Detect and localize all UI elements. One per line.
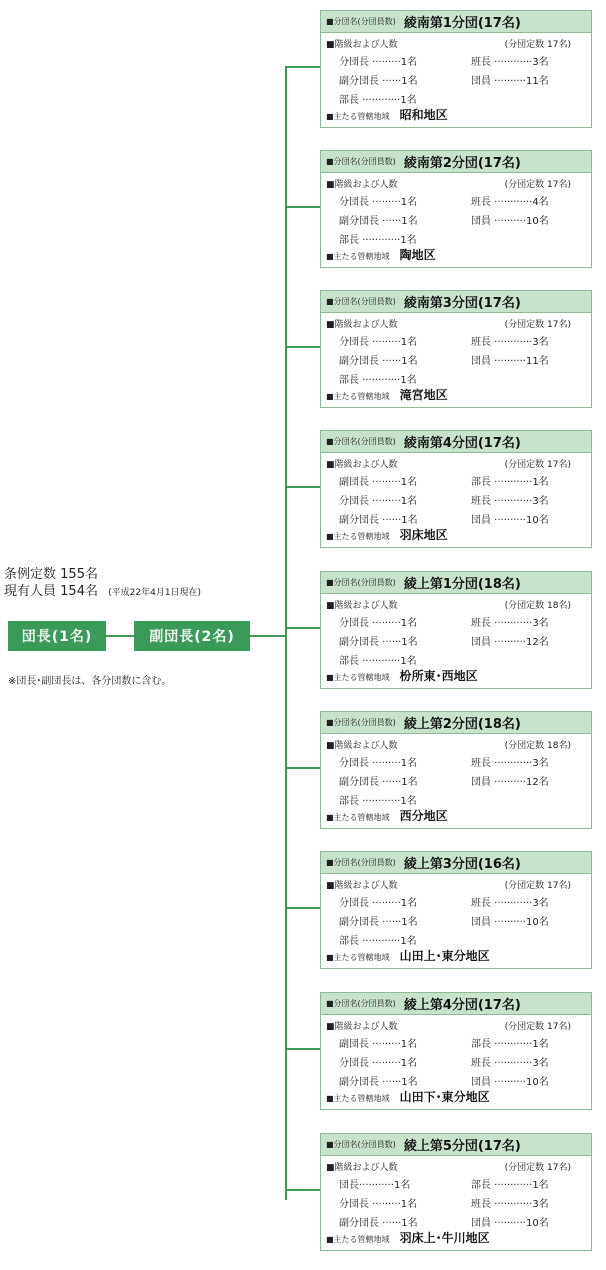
branch-name: 綾南第2分団(17名) [403, 156, 521, 171]
quota-row [4, 566, 274, 583]
branch-name: 綾上第2分団(18名) [403, 717, 521, 732]
area-value: 山田下･東分地区 [399, 1090, 490, 1104]
area-label: ■主たる管轄地域 [326, 252, 390, 261]
rank-entry-right: 団員 ··········11名 [471, 76, 549, 87]
branch-name: 綾上第3分団(16名) [403, 857, 521, 872]
rank-entry-right: 班長 ············3名 [471, 496, 549, 507]
branch-header [321, 993, 591, 1015]
area-value: 羽床地区 [399, 528, 448, 542]
branch-card [320, 10, 592, 128]
rank-entry-left: 分団長 ·········1名 [339, 618, 418, 629]
branch-card [320, 851, 592, 969]
branch-header [321, 291, 591, 313]
branch-card [320, 150, 592, 268]
as-of-date: (平成22年4月1日現在) [108, 588, 202, 598]
rank-entry-left: 副分団長 ······1名 [339, 515, 418, 526]
rank-entry-left: 分団長 ·········1名 [339, 758, 418, 769]
rank-entry-left: 副分団長 ······1名 [339, 777, 418, 788]
branch-card [320, 430, 592, 548]
area-label: ■主たる管轄地域 [326, 1235, 390, 1244]
rank-entry-right: 部長 ············1名 [471, 477, 549, 488]
branch-stub-line [285, 627, 320, 629]
chief-box: 団長(1名) [8, 621, 106, 651]
rank-entry-left: 副団長 ·········1名 [339, 1039, 418, 1050]
ranks-label: ■階級および人数 [326, 320, 398, 330]
branch-header [321, 1134, 591, 1156]
area-label: ■主たる管轄地域 [326, 112, 390, 121]
area-label: ■主たる管轄地域 [326, 813, 390, 822]
branch-body [321, 1015, 591, 1109]
branch-label: ■分団名(分団員数) [326, 999, 396, 1008]
area-row [326, 1088, 490, 1105]
rank-entry-right: 部長 ············1名 [471, 1039, 549, 1050]
area-row [326, 246, 436, 263]
chief-to-vice-line [106, 635, 134, 637]
rank-entry-left: 分団長 ·········1名 [339, 1058, 418, 1069]
branch-name: 綾南第1分団(17名) [403, 16, 521, 31]
area-value: 陶地区 [399, 248, 436, 262]
rank-entry-left: 副分団長 ······1名 [339, 76, 418, 87]
area-row [326, 1229, 490, 1246]
area-label: ■主たる管轄地域 [326, 1094, 390, 1103]
branch-stub-line [285, 1189, 320, 1191]
branch-name: 綾上第4分団(17名) [403, 998, 521, 1013]
branch-name: 綾上第5分団(17名) [403, 1139, 521, 1154]
rank-entry-left: 部長 ············1名 [339, 796, 417, 807]
branch-name: 綾上第1分団(18名) [403, 577, 521, 592]
branch-stub-line [285, 1048, 320, 1050]
rank-entry-right: 団員 ··········10名 [471, 1218, 549, 1229]
branch-quota: (分団定数 17名) [504, 320, 571, 330]
branch-name: 綾南第3分団(17名) [403, 296, 521, 311]
rank-entry-right: 班長 ············3名 [471, 1199, 549, 1210]
tree-trunk-line [285, 66, 287, 1200]
branch-body [321, 453, 591, 547]
branch-stub-line [285, 66, 320, 68]
rank-entry-right: 班長 ············3名 [471, 1058, 549, 1069]
branch-card [320, 992, 592, 1110]
rank-entry-left: 部長 ············1名 [339, 936, 417, 947]
branch-body [321, 874, 591, 968]
area-row [326, 807, 448, 824]
rank-entry-right: 班長 ············4名 [471, 197, 549, 208]
branch-quota: (分団定数 17名) [504, 1022, 571, 1032]
branch-stub-line [285, 346, 320, 348]
current-row [4, 583, 274, 602]
rank-entry-right: 団員 ··········10名 [471, 1077, 549, 1088]
branch-header [321, 11, 591, 33]
rank-entry-left: 副分団長 ······1名 [339, 917, 418, 928]
area-row [326, 526, 448, 543]
quota-label: 条例定数 [4, 567, 57, 582]
branch-label: ■分団名(分団員数) [326, 1140, 396, 1149]
branch-header [321, 151, 591, 173]
rank-entry-right: 団員 ··········10名 [471, 216, 549, 227]
branch-header [321, 431, 591, 453]
area-label: ■主たる管轄地域 [326, 392, 390, 401]
area-value: 山田上･東分地区 [399, 949, 490, 963]
area-label: ■主たる管轄地域 [326, 953, 390, 962]
branch-header [321, 572, 591, 594]
branch-label: ■分団名(分団員数) [326, 578, 396, 587]
branch-quota: (分団定数 17名) [504, 40, 571, 50]
ranks-label: ■階級および人数 [326, 460, 398, 470]
rank-entry-left: 分団長 ·········1名 [339, 898, 418, 909]
rank-entry-left: 部長 ············1名 [339, 375, 417, 386]
rank-entry-left: 分団長 ·········1名 [339, 197, 418, 208]
branch-quota: (分団定数 17名) [504, 881, 571, 891]
branch-stub-line [285, 907, 320, 909]
quota-value: 155名 [60, 567, 98, 582]
rank-entry-right: 班長 ············3名 [471, 57, 549, 68]
ranks-label: ■階級および人数 [326, 180, 398, 190]
rank-entry-left: 分団長 ·········1名 [339, 337, 418, 348]
vice-to-trunk-line [250, 635, 287, 637]
branch-header [321, 852, 591, 874]
rank-entry-right: 団員 ··········12名 [471, 777, 549, 788]
branch-label: ■分団名(分団員数) [326, 297, 396, 306]
area-value: 枌所東･西地区 [399, 669, 478, 683]
area-label: ■主たる管轄地域 [326, 673, 390, 682]
rank-entry-left: 部長 ············1名 [339, 235, 417, 246]
branch-body [321, 33, 591, 127]
rank-entry-right: 班長 ············3名 [471, 618, 549, 629]
ranks-label: ■階級および人数 [326, 881, 398, 891]
branch-label: ■分団名(分団員数) [326, 437, 396, 446]
branch-body [321, 173, 591, 267]
rank-entry-left: 分団長 ·········1名 [339, 57, 418, 68]
area-value: 滝宮地区 [399, 388, 448, 402]
rank-entry-left: 分団長 ·········1名 [339, 1199, 418, 1210]
area-value: 昭和地区 [399, 108, 448, 122]
branch-label: ■分団名(分団員数) [326, 718, 396, 727]
area-label: ■主たる管轄地域 [326, 532, 390, 541]
rank-entry-left: 副分団長 ······1名 [339, 216, 418, 227]
area-row [326, 947, 490, 964]
rank-entry-left: 部長 ············1名 [339, 95, 417, 106]
branch-name: 綾南第4分団(17名) [403, 436, 521, 451]
staffing-summary [4, 566, 274, 602]
rank-entry-left: 部長 ············1名 [339, 656, 417, 667]
rank-entry-right: 団員 ··········11名 [471, 356, 549, 367]
area-row [326, 667, 478, 684]
rank-entry-right: 団員 ··········12名 [471, 637, 549, 648]
branch-label: ■分団名(分団員数) [326, 858, 396, 867]
current-value: 154名 [60, 584, 98, 599]
area-value: 羽床上･牛川地区 [399, 1231, 490, 1245]
rank-entry-right: 班長 ············3名 [471, 898, 549, 909]
branch-quota: (分団定数 17名) [504, 460, 571, 470]
branch-quota: (分団定数 18名) [504, 601, 571, 611]
rank-entry-left: 副分団長 ······1名 [339, 356, 418, 367]
rank-entry-right: 部長 ············1名 [471, 1180, 549, 1191]
branch-stub-line [285, 767, 320, 769]
ranks-label: ■階級および人数 [326, 601, 398, 611]
rank-entry-left: 副団長 ·········1名 [339, 477, 418, 488]
rank-entry-right: 班長 ············3名 [471, 337, 549, 348]
branch-body [321, 313, 591, 407]
ranks-label: ■階級および人数 [326, 40, 398, 50]
branch-body [321, 734, 591, 828]
vice-chief-box: 副団長(2名) [134, 621, 250, 651]
rank-entry-left: 副分団長 ······1名 [339, 637, 418, 648]
branch-card [320, 571, 592, 689]
ranks-label: ■階級および人数 [326, 1022, 398, 1032]
branch-body [321, 1156, 591, 1250]
area-value: 西分地区 [399, 809, 448, 823]
branch-quota: (分団定数 18名) [504, 741, 571, 751]
rank-entry-right: 団員 ··········10名 [471, 515, 549, 526]
ranks-label: ■階級および人数 [326, 1163, 398, 1173]
branch-card [320, 290, 592, 408]
branch-label: ■分団名(分団員数) [326, 17, 396, 26]
current-label: 現有人員 [4, 584, 57, 599]
area-row [326, 386, 448, 403]
rank-entry-right: 班長 ············3名 [471, 758, 549, 769]
branch-quota: (分団定数 17名) [504, 1163, 571, 1173]
branch-stub-line [285, 486, 320, 488]
rank-entry-left: 分団長 ·········1名 [339, 496, 418, 507]
branch-body [321, 594, 591, 688]
rank-entry-left: 副分団長 ······1名 [339, 1077, 418, 1088]
branch-stub-line [285, 206, 320, 208]
branch-quota: (分団定数 17名) [504, 180, 571, 190]
branch-label: ■分団名(分団員数) [326, 157, 396, 166]
rank-entry-left: 団長···········1名 [339, 1180, 411, 1191]
branch-card [320, 1133, 592, 1251]
branch-card [320, 711, 592, 829]
area-row [326, 106, 448, 123]
ranks-label: ■階級および人数 [326, 741, 398, 751]
rank-entry-left: 副分団長 ······1名 [339, 1218, 418, 1229]
inclusion-note: ※団長･副団長は、各分団数に含む。 [8, 676, 172, 687]
branch-header [321, 712, 591, 734]
rank-entry-right: 団員 ··········10名 [471, 917, 549, 928]
